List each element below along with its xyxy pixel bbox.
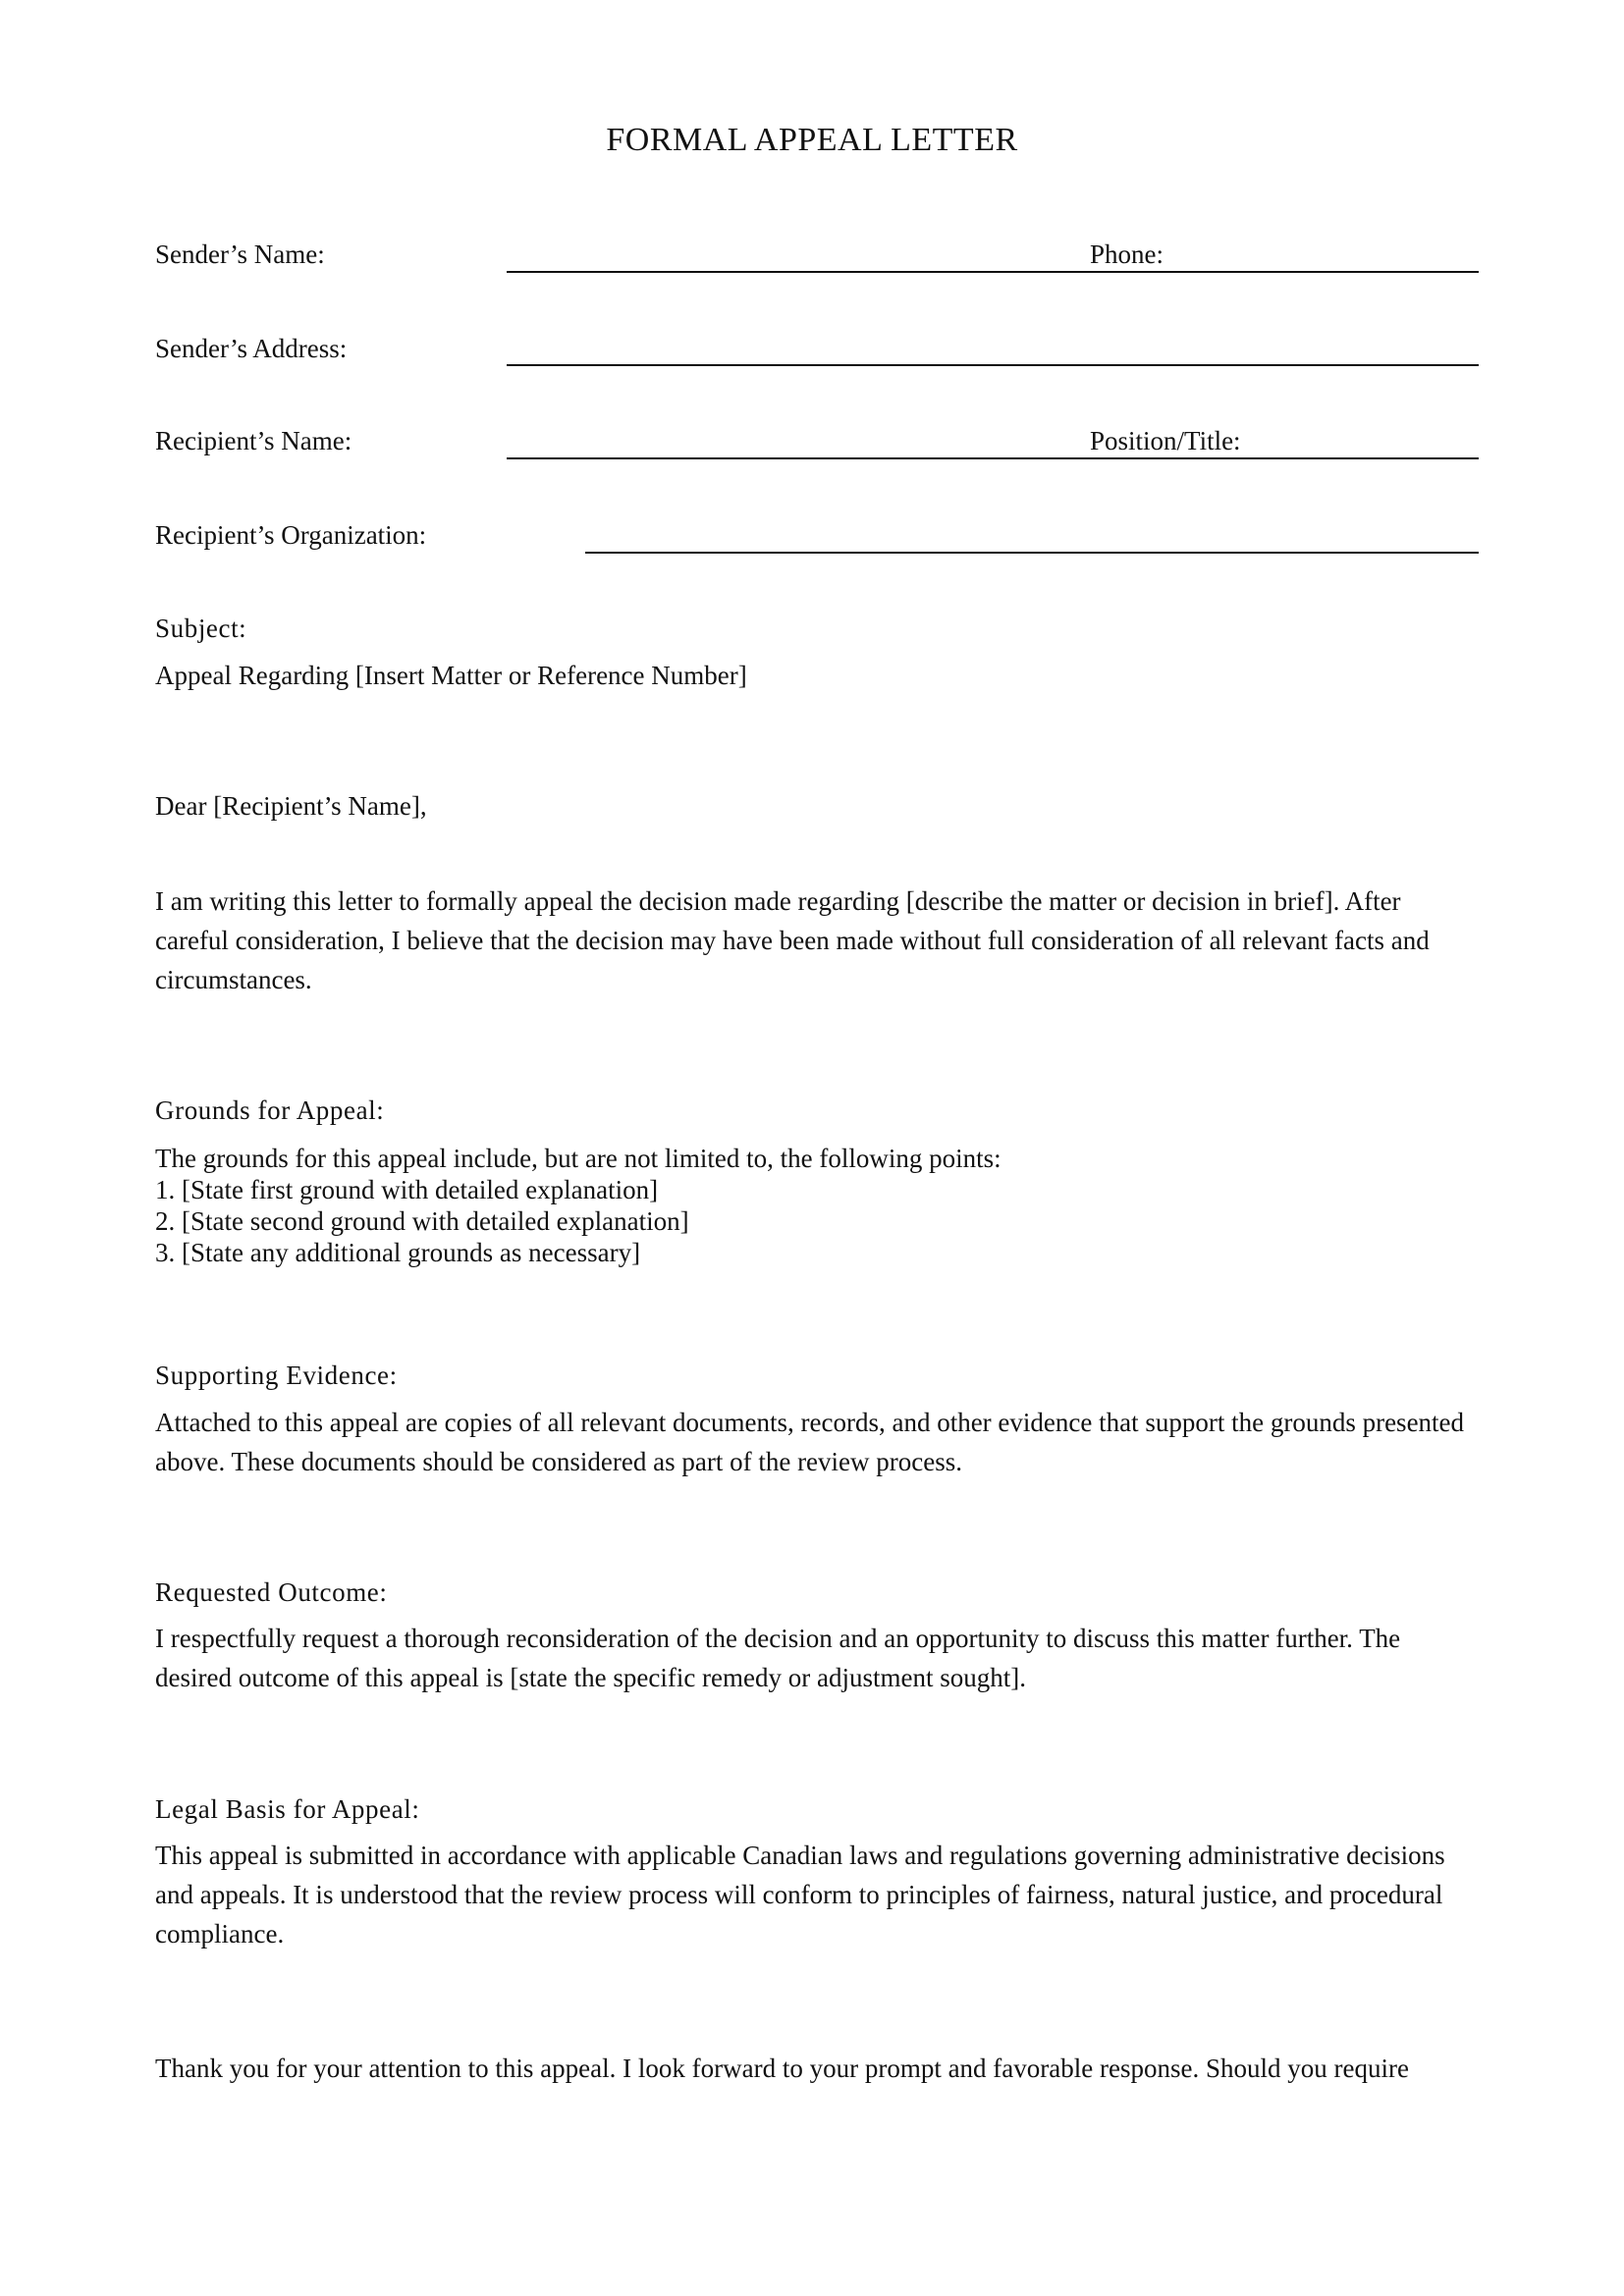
evidence-heading: Supporting Evidence: <box>155 1361 398 1390</box>
subject-text: Appeal Regarding [Insert Matter or Reference Number] <box>155 661 747 690</box>
phone-label: Phone: <box>1090 240 1164 269</box>
grounds-item: 1. [State first ground with detailed explanation] <box>155 1175 659 1204</box>
legal-heading: Legal Basis for Appeal: <box>155 1794 420 1824</box>
evidence-paragraph: Attached to this appeal are copies of all relevant documents, records, and other evidence that support the grounds presented above. These documents should be considered as part of the review process. <box>155 1408 1465 1476</box>
recipient-name-line[interactable] <box>507 457 1479 459</box>
subject-heading: Subject: <box>155 614 247 643</box>
outcome-heading: Requested Outcome: <box>155 1577 388 1607</box>
sender-name-line[interactable] <box>507 271 1479 273</box>
position-title-label: Position/Title: <box>1090 426 1241 455</box>
intro-paragraph: I am writing this letter to formally appeal the decision made regarding [describe the matter or decision in brief]. After careful consideration, I believe that the decision may have been made without full consideration of all relevant facts and circumstances. <box>155 886 1430 994</box>
grounds-item: 2. [State second ground with detailed explanation] <box>155 1206 689 1236</box>
grounds-intro: The grounds for this appeal include, but are not limited to, the following points: <box>155 1144 1001 1173</box>
recipient-org-label: Recipient’s Organization: <box>155 520 427 550</box>
grounds-item: 3. [State any additional grounds as necessary] <box>155 1238 641 1267</box>
grounds-heading: Grounds for Appeal: <box>155 1095 385 1125</box>
closing-paragraph: Thank you for your attention to this appeal. I look forward to your prompt and favorable response. Should you require <box>155 2054 1409 2083</box>
recipient-name-label: Recipient’s Name: <box>155 426 352 455</box>
sender-name-label: Sender’s Name: <box>155 240 325 269</box>
document-title: FORMAL APPEAL LETTER <box>606 122 1018 158</box>
sender-address-line[interactable] <box>507 364 1479 366</box>
recipient-org-line[interactable] <box>585 552 1479 554</box>
salutation: Dear [Recipient’s Name], <box>155 791 427 821</box>
sender-address-label: Sender’s Address: <box>155 334 348 363</box>
legal-paragraph: This appeal is submitted in accordance with applicable Canadian laws and regulations governing administrative decisions and appeals. It is understood that the review process will conform to principles of fairness, natural justice, and procedural compliance. <box>155 1841 1445 1949</box>
outcome-paragraph: I respectfully request a thorough reconsideration of the decision and an opportunity to discuss this matter further. The desired outcome of this appeal is [state the specific remedy or adjustment sought]. <box>155 1624 1401 1692</box>
